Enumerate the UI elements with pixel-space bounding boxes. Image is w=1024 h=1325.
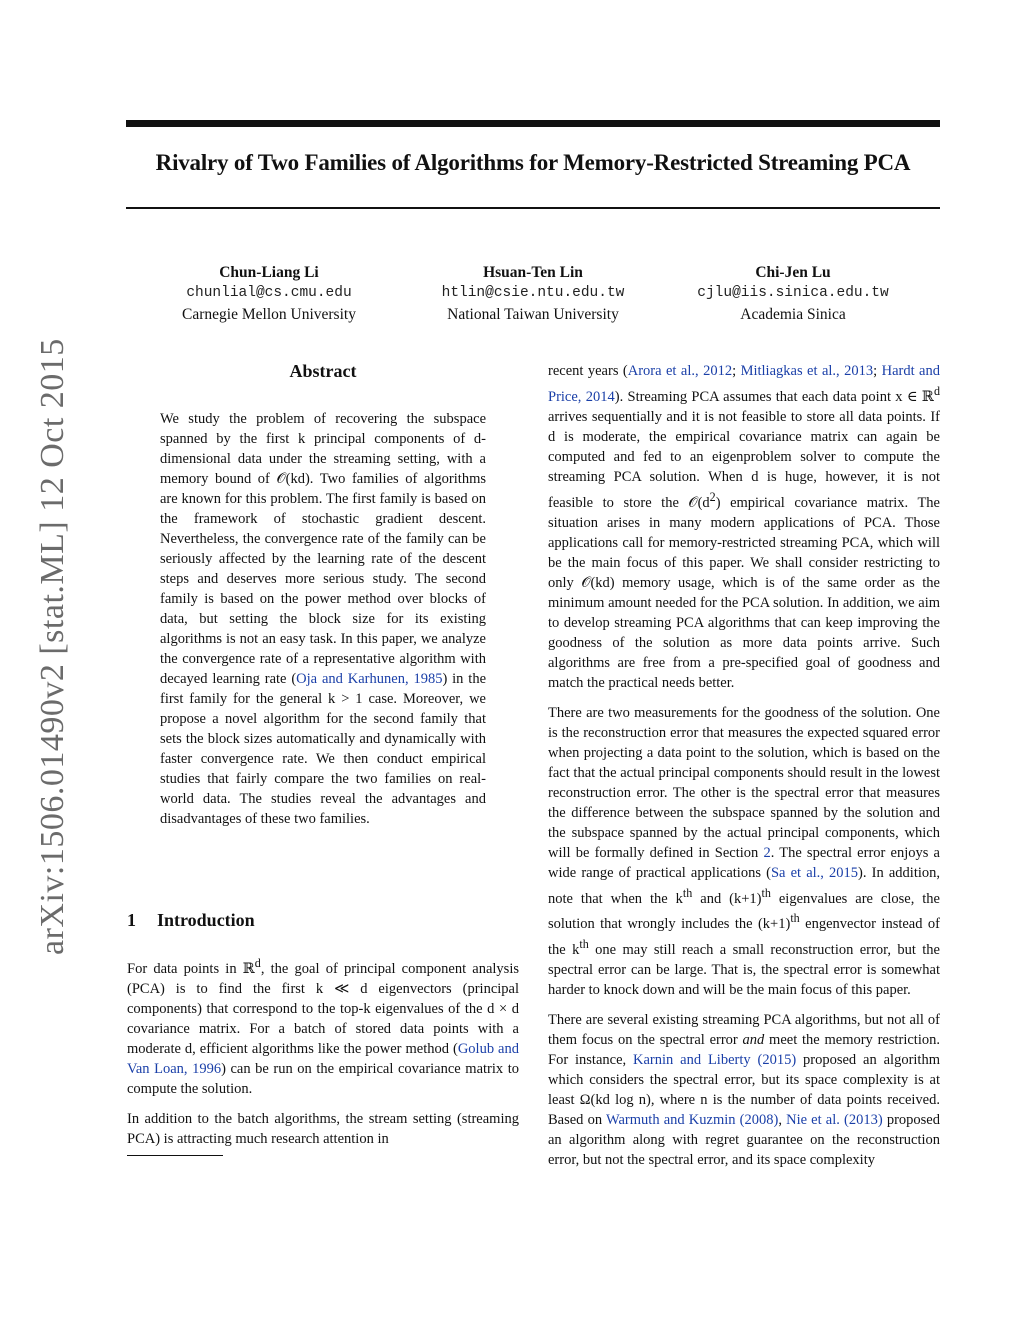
author-block xyxy=(403,262,663,325)
paragraph: In addition to the batch algorithms, the stream setting (streaming PCA) is attracting much research attention in xyxy=(127,1110,519,1147)
arxiv-identifier: arXiv:1506.01490v2 [stat.ML] 12 Oct 2015 xyxy=(34,338,71,955)
citation-link[interactable]: Karnin and Liberty (2015) xyxy=(633,1052,797,1069)
citation-link[interactable]: Nie et al. (2013) xyxy=(786,1112,883,1129)
author-block xyxy=(663,262,923,325)
author-name: Chun-Liang Li xyxy=(219,264,319,281)
abstract-body: ) in the first family for the general k > 1 case. Moreover, we propose a novel algorithm for the second family that sets the block sizes automatically and dynamically with faster convergence rate. We then conduct empirical studies that fairly compare the two families on real-world data. The studies reveal the advantages and disadvantages of these two families. xyxy=(160,671,487,827)
citation-link[interactable]: Hardt and Price, 2014 xyxy=(548,363,940,405)
paper-title: Rivalry of Two Families of Algorithms for Memory-Restricted Streaming PCA xyxy=(155,150,911,175)
author-email[interactable]: cjlu@iis.sinica.edu.tw xyxy=(697,285,889,301)
citation-link[interactable]: Sa et al., 2015 xyxy=(770,864,859,881)
author-name: Hsuan-Ten Lin xyxy=(483,264,583,281)
footnote-rule xyxy=(127,1155,223,1156)
abstract-body: We study the problem of recovering the subspace spanned by the first k principal components of d-dimensional data under the streaming setting, with a memory bound of 𝒪(kd). Two families of algorithms are known for this problem. The first family is based on the framework of stochastic gradient descent. Nevertheless, the convergence rate of the family can be seriously affected by the learning rate of the descent steps and deserves more serious study. The second family is based on the power method over blocks of data, but setting the block size for its existing algorithms is not an easy task. In this paper, we analyze the convergence rate of a representative algorithm with decayed learning rate ( xyxy=(160,411,486,687)
section-ref-link[interactable]: 2 xyxy=(763,844,771,861)
citation-link[interactable]: Warmuth and Kuzmin (2008) xyxy=(605,1112,779,1129)
section-number: 1 xyxy=(127,910,136,930)
citation-link[interactable]: Golub and Van Loan, 1996 xyxy=(127,1040,519,1077)
section-heading xyxy=(127,910,255,931)
abstract-heading: Abstract xyxy=(289,361,357,381)
paragraph: recent years (Arora et al., 2012; Mitliagkas et al., 2013; Hardt and Price, 2014). Streaming PCA assumes that each data point x ∈ ℝ$^d$ arrives sequentially and it is not feasible to store all data points. If d is moderate, the empirical covariance matrix can again be computed and fed to an eigenproblem solver to compute the streaming PCA solution. When d is huge, however, it is not feasible to store the $𝒪(d^2)$ empirical covariance matrix. The situation arises in many modern applications of PCA. Those applications call for memory-restricted streaming PCA, which will be the main focus of this paper. We shall consider restricting to only 𝒪(kd) memory usage, which is of the same order as the minimum amount needed for the PCA solution. In addition, we aim to develop streaming PCA algorithms that can keep improving the goodness of the solution as more data points arrive. Such algorithms are free from a pre-specified goal of goodness and match the practical needs better. xyxy=(548,363,940,691)
author-email[interactable]: chunlial@cs.cmu.edu xyxy=(186,285,352,301)
left-column xyxy=(127,953,519,1159)
author-affiliation: National Taiwan University xyxy=(447,306,619,323)
citation-link[interactable]: Oja and Karhunen, 1985 xyxy=(296,671,443,687)
author-affiliation: Carnegie Mellon University xyxy=(182,306,356,323)
author-email[interactable]: htlin@csie.ntu.edu.tw xyxy=(441,285,625,301)
author-affiliation: Academia Sinica xyxy=(740,306,846,323)
right-column xyxy=(548,361,940,1180)
paragraph: For data points in ℝ$^d$, the goal of principal component analysis (PCA) is to find the first k ≪ d eigenvectors (principal components) that correspond to the top-k eigenvalues of the d × d covariance matrix. For a batch of stored data points with a moderate d, efficient algorithms like the power method (Golub and Van Loan, 1996) can be run on the empirical covariance matrix to compute the solution. xyxy=(127,956,519,1097)
abstract-text xyxy=(160,409,486,829)
title-rule-top xyxy=(126,120,940,127)
author-block xyxy=(139,262,399,325)
citation-link[interactable]: Mitliagkas et al., 2013 xyxy=(740,363,874,379)
title-rule-bottom xyxy=(126,207,940,209)
paragraph: There are several existing streaming PCA algorithms, but not all of them focus on the spectral error and meet the memory restriction. For instance, Karnin and Liberty (2015) proposed an algorithm which considers the spectral error, but its space complexity is at least Ω(kd log n), where n is the number of data points received. Based on Warmuth and Kuzmin (2008), Nie et al. (2013) proposed an algorithm along with regret guarantee on the reconstruction error, but not the spectral error, and its space complexity xyxy=(548,1012,940,1169)
citation-link[interactable]: Arora et al., 2012 xyxy=(627,363,733,379)
author-name: Chi-Jen Lu xyxy=(755,264,831,281)
paragraph: There are two measurements for the goodness of the solution. One is the reconstruction error that measures the expected squared error when projecting a data point to the solution, which is based on the fact that the actual principal components should result in the lowest reconstruction error. The other is the spectral error that measures the difference between the subspace spanned by the solution and the subspace spanned by the actual principal components, which will be formally defined in Section 2. The spectral error enjoys a wide range of practical applications (Sa et al., 2015). In addition, note that when the $k^{th}$ and $(k+1)^{th}$ eigenvalues are close, the solution that wrongly includes the $(k+1)^{th}$ engenvector instead of the $k^{th}$ one may still reach a small reconstruction error, but the spectral error can be large. That is, the spectral error is somewhat harder to knock down and will be the main focus of this paper. xyxy=(548,704,940,999)
section-title: Introduction xyxy=(157,910,255,930)
